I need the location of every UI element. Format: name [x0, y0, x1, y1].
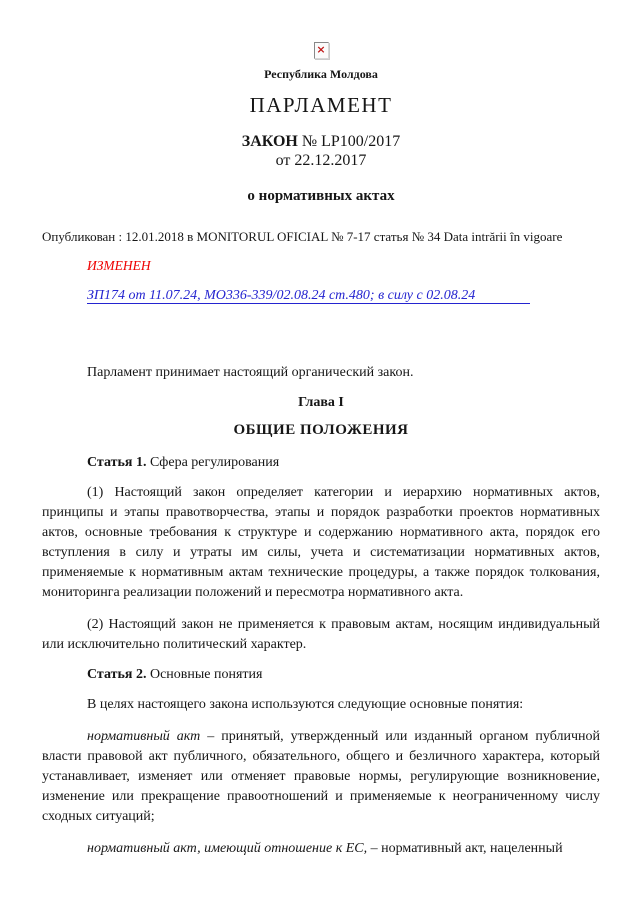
article-2-intro: В целях настоящего закона используются следующие основные понятия: — [87, 697, 524, 712]
law-date: от 22.12.2017 — [275, 152, 367, 169]
amendment-link[interactable]: ЗП174 от 11.07.24, МО336-339/02.08.24 ст.480; в силу с 02.08.24 — [87, 288, 530, 304]
definition-2-text: – нормативный акт, нацеленный — [367, 841, 563, 856]
article-1-heading — [42, 455, 600, 470]
blank-gap — [42, 303, 600, 363]
law-subject-title: о нормативных актах — [247, 188, 395, 204]
broken-image-icon — [314, 42, 329, 59]
institution-title: ПАРЛАМЕНТ — [249, 93, 393, 117]
chapter-title: ОБЩИЕ ПОЛОЖЕНИЯ — [233, 422, 409, 438]
publication-line: Опубликован : 12.01.2018 в MONITORUL OFICIAL № 7-17 статья № 34 Data intrării în vigoare — [42, 229, 563, 244]
article-2-title: Основные понятия — [149, 667, 263, 682]
preamble-paragraph: Парламент принимает настоящий органический закон. — [87, 365, 414, 380]
definition-2-term: нормативный акт, имеющий отношение к ЕС, — [87, 841, 368, 856]
article-1-title: Сфера регулирования — [149, 455, 280, 470]
chapter-heading: Глава I — [298, 395, 344, 410]
amended-status-label: ИЗМЕНЕН — [87, 258, 151, 273]
law-number-line — [42, 132, 600, 151]
definition-eu-related-act — [42, 839, 600, 859]
broken-image-x-glyph: × — [316, 43, 326, 56]
article-2-label: Статья 2. — [87, 667, 147, 682]
article-1-paragraph-1: (1) Настоящий закон определяет категории и иерархию нормативных актов, принципы и этапы правотворчества, этапы и порядок разработки проектов нормативных актов, основные требования к структуре и содержанию нормативного акта, порядок его вступления в силу и утраты им силы, учета и систематизации нормативных актов, применяемые к нормативным актам технические процедуры, а также порядок толкования, мониторинга реализации положений и пересмотра нормативного акта. — [42, 485, 600, 600]
definition-1-text: – принятый, утвержденный или изданный органом публичной власти правовой акт публичного, обязательного, общего и безличного характера, который устанавливает, изменяет или отменяет правовые нормы, регулирующие возникновение, изменение или прекращение правоотношений и применяемые к неограниченному числу сходных ситуаций; — [42, 729, 600, 824]
law-number: № LP100/2017 — [301, 133, 401, 150]
article-1-label: Статья 1. — [87, 455, 147, 470]
definition-normative-act — [42, 727, 600, 827]
header-image-row — [42, 42, 600, 60]
definition-1-term: нормативный акт — [87, 729, 201, 744]
article-1-paragraph-2: (2) Настоящий закон не применяется к правовым актам, носящим индивидуальный или исключительно политический характер. — [42, 617, 600, 652]
law-label: ЗАКОН — [241, 133, 298, 150]
country-name: Республика Молдова — [264, 67, 378, 81]
amendment-link-row — [42, 288, 600, 303]
article-2-heading — [42, 667, 600, 682]
